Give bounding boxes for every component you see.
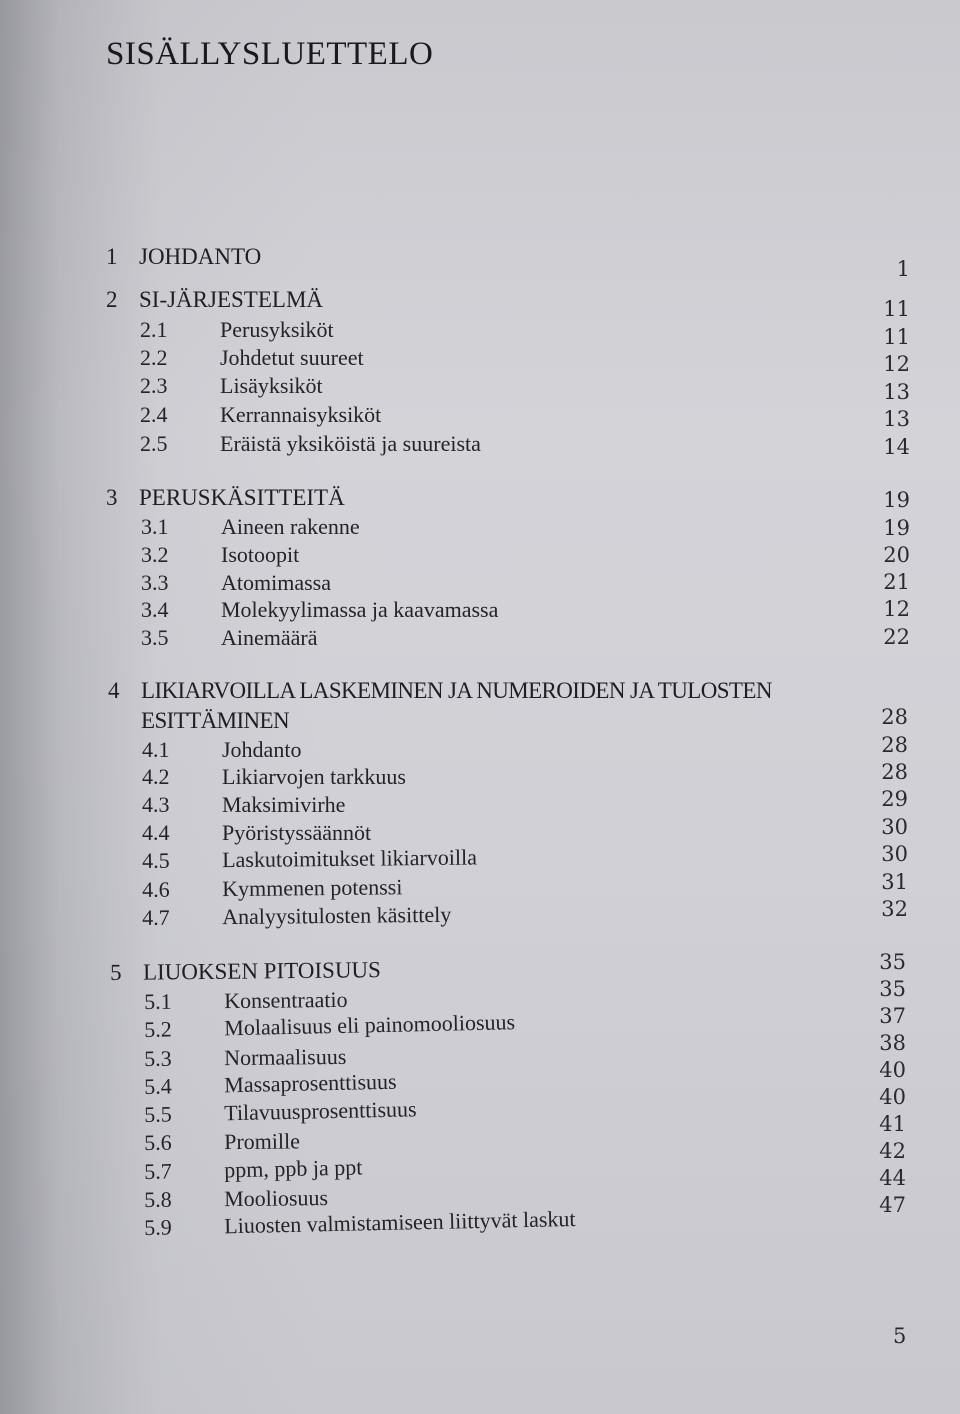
- chapter-title-line1: LIKIARVOILLA LASKEMINEN JA NUMEROIDEN JA TULOSTEN: [141, 678, 772, 703]
- chapter-page-number: 11: [883, 297, 910, 321]
- toc-chapter-3: [106, 485, 345, 511]
- section-title: Tilavuusprosenttisuus: [223, 1096, 417, 1126]
- page-title: SISÄLLYSLUETTELO: [106, 36, 434, 72]
- section-number: 5.2: [144, 1016, 173, 1042]
- chapter-page-number: 28: [881, 705, 908, 729]
- toc-chapter-2: [106, 287, 323, 313]
- section-title: Pyöristyssäännöt: [222, 820, 372, 845]
- section-page-number: 12: [883, 597, 910, 621]
- chapter-title: LIUOKSEN PITOISUUS: [142, 957, 382, 985]
- section-number: 3.5: [141, 625, 169, 650]
- section-number: 4.5: [142, 847, 170, 873]
- section-title: Promille: [223, 1128, 301, 1155]
- section-page-number: 21: [883, 570, 910, 594]
- section-title: Kymmenen potenssi: [221, 874, 403, 902]
- section-page-number: 28: [881, 760, 908, 784]
- section-title: Johdetut suureet: [220, 345, 364, 370]
- section-number: 4.6: [142, 876, 170, 902]
- toc-chapter-4-continued: [141, 708, 289, 734]
- section-number: 5.4: [144, 1073, 173, 1099]
- section-title: Laskutoimitukset likiarvoilla: [221, 844, 478, 873]
- section-title: Normaalisuus: [223, 1043, 347, 1071]
- section-number: 2.2: [140, 345, 168, 370]
- section-number: 5.3: [144, 1045, 172, 1071]
- section-number: 3.4: [141, 597, 169, 622]
- section-title: Liuosten valmistamiseen liittyvät laskut: [223, 1205, 576, 1239]
- section-number: 5.7: [144, 1158, 173, 1184]
- section-page-number: 30: [881, 815, 908, 839]
- section-number: 5.6: [144, 1129, 172, 1155]
- section-page-number: 44: [879, 1166, 906, 1190]
- section-title: Eräistä yksiköistä ja suureista: [220, 431, 481, 456]
- toc-chapter-4: [108, 678, 772, 704]
- section-page-number: 30: [881, 842, 908, 866]
- section-number: 4.7: [142, 904, 170, 930]
- section-number: 3.1: [141, 514, 169, 539]
- section-title: Molekyylimassa ja kaavamassa: [221, 597, 499, 622]
- chapter-title-line2: ESITTÄMINEN: [141, 708, 289, 733]
- section-number: 5.1: [144, 988, 172, 1014]
- section-page-number: 31: [881, 870, 908, 894]
- section-page-number: 14: [883, 435, 910, 459]
- section-title: Maksimivirhe: [222, 792, 346, 817]
- section-page-number: 22: [883, 625, 910, 649]
- section-page-number: 35: [879, 977, 906, 1001]
- section-page-number: 13: [883, 380, 910, 404]
- section-page-number: 47: [879, 1193, 906, 1217]
- chapter-number: 3: [106, 485, 118, 510]
- section-page-number: 20: [883, 543, 910, 567]
- chapter-number: 5: [109, 959, 122, 985]
- chapter-number: 2: [106, 287, 118, 312]
- toc-chapter-5: [110, 957, 381, 986]
- section-number: 4.1: [142, 737, 170, 762]
- section-page-number: 11: [883, 325, 910, 349]
- section-title: Analyysitulosten käsittely: [221, 901, 452, 930]
- section-page-number: 40: [879, 1085, 906, 1109]
- section-title: Mooliosuus: [223, 1185, 329, 1212]
- section-number: 4.4: [142, 820, 170, 845]
- section-title: Isotoopit: [221, 542, 300, 567]
- section-title: Massaprosenttisuus: [223, 1068, 397, 1098]
- page-number-footer: 5: [893, 1324, 907, 1348]
- section-page-number: 40: [879, 1058, 906, 1082]
- section-title: Atomimassa: [221, 570, 331, 595]
- chapter-title: PERUSKÄSITTEITÄ: [139, 485, 345, 510]
- section-page-number: 37: [879, 1004, 906, 1028]
- section-title: Likiarvojen tarkkuus: [222, 764, 406, 789]
- chapter-number: 1: [106, 244, 118, 269]
- section-title: Johdanto: [222, 737, 302, 762]
- chapter-number: 4: [108, 678, 119, 703]
- section-title: Konsentraatio: [223, 986, 348, 1014]
- section-title: Molaalisuus eli painomooliosuus: [223, 1009, 516, 1041]
- section-number: 2.4: [140, 402, 168, 427]
- section-number: 4.3: [142, 792, 170, 817]
- section-page-number: 32: [881, 897, 908, 921]
- section-page-number: 28: [881, 733, 908, 757]
- chapter-page-number: 35: [879, 950, 906, 974]
- section-number: 2.5: [140, 431, 168, 456]
- section-page-number: 38: [879, 1031, 906, 1055]
- section-page-number: 29: [881, 787, 908, 811]
- section-number: 5.8: [144, 1186, 172, 1212]
- section-page-number: 41: [879, 1112, 906, 1136]
- section-number: 2.3: [140, 373, 168, 398]
- section-number: 3.3: [141, 570, 169, 595]
- chapter-title: SI-JÄRJESTELMÄ: [139, 287, 324, 312]
- section-title: Ainemäärä: [221, 625, 318, 650]
- section-page-number: 19: [883, 516, 910, 540]
- section-page-number: 42: [879, 1139, 906, 1163]
- chapter-page-number: 19: [883, 488, 910, 512]
- section-title: ppm, ppb ja ppt: [223, 1154, 363, 1183]
- section-title: Aineen rakenne: [221, 514, 360, 539]
- section-page-number: 13: [883, 407, 910, 431]
- section-title: Perusyksiköt: [220, 317, 334, 342]
- toc-chapter-1: [106, 244, 261, 270]
- section-number: 4.2: [142, 764, 170, 789]
- section-number: 3.2: [141, 542, 169, 567]
- section-page-number: 12: [883, 352, 910, 376]
- section-title: Kerrannaisyksiköt: [220, 402, 382, 427]
- section-number: 2.1: [140, 317, 168, 342]
- section-title: Lisäyksiköt: [220, 373, 323, 398]
- section-number: 5.9: [144, 1214, 173, 1240]
- section-number: 5.5: [144, 1101, 173, 1127]
- chapter-title: JOHDANTO: [139, 244, 262, 269]
- chapter-page-number: 1: [896, 257, 910, 281]
